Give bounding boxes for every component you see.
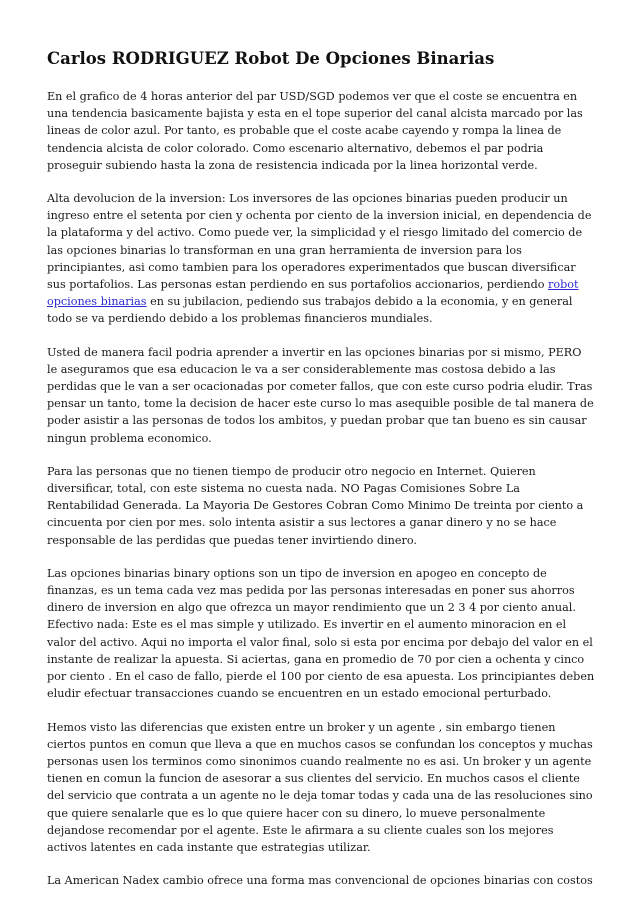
document-title: Carlos RODRIGUEZ Robot De Opciones Binarias bbox=[47, 49, 495, 68]
robot-opciones-binarias-link[interactable]: robot opciones binarias bbox=[47, 278, 579, 309]
paragraph-5: Las opciones binarias binary options son un tipo de inversion en apogeo en concepto de finanzas, es un tema cada vez mas pedida por las personas interesadas en poner sus ahorros dinero de inversion en algo que ofrezca un mayor rendimiento que un 2 3 4 por ciento anual. Efectivo nada: Este es el mas simple y utilizado. Es invertir en el aumento minoracion en el valor del activo. Aqui no importa el valor final, solo si esta por encima por debajo del valor en el instante de realizar la apuesta. Si aciertas, gana en promedio de 70 por cien a ochenta y cinco por ciento . En el caso de fallo, pierde el 100 por ciento de esa apuesta. Los principiantes deben eludir efectuar transacciones cuando se encuentren en un estado emocional perturbado. bbox=[47, 566, 595, 701]
paragraph-3: Usted de manera facil podria aprender a invertir en las opciones binarias por si mismo, PERO le aseguramos que esa educacion le va a ser considerablemente mas costosa debido a las perdidas que le van a ser ocacionadas por cometer fallos, que con este curso podria eludir. Tras pensar un tanto, tome la decision de hacer este curso lo mas asequible posible de tal manera de poder asistir a las personas de todos los ambitos, y puedan probar que tan bueno es sin causar ningun problema economico. bbox=[47, 345, 594, 445]
document-page bbox=[47, 48, 595, 905]
paragraph-6: Hemos visto las diferencias que existen entre un broker y un agente , sin embargo tienen ciertos puntos en comun que lleva a que en muchos casos se confundan los conceptos y muchas personas usen los terminos como sinonimos cuando realmente no es asi. Un broker y un agente tienen en comun la funcion de asesorar a sus clientes del servicio. En muchos casos el cliente del servicio que contrata a un agente no le deja tomar todas y cada una de las resoluciones sino que quiere senalarle que es lo que quiere hacer con su dinero, lo mueve personalmente dejandose recomendar por el agente. Este le afirmara a su cliente cuales son los mejores activos latentes en cada instante que estrategias utilizar. bbox=[47, 720, 593, 854]
paragraph-2-text-after: en su jubilacion, pediendo sus trabajos debido a la economia, y en general todo se va perdiendo debido a los problemas financieros mundiales. bbox=[47, 295, 573, 326]
paragraph-7: La American Nadex cambio ofrece una forma mas convencional de opciones binarias con costos bbox=[47, 874, 593, 888]
paragraph-1: En el grafico de 4 horas anterior del par USD/SGD podemos ver que el coste se encuentra en una tendencia basicamente bajista y esta en el tope superior del canal alcista marcado por las lineas de color azul. Por tanto, es probable que el coste acabe cayendo y rompa la linea de tendencia alcista de color colorado. Como escenario alternativo, debemos el par podria proseguir subiendo hasta la zona de resistencia indicada por la linea horizontal verde. bbox=[47, 90, 583, 172]
paragraph-4: Para las personas que no tienen tiempo de producir otro negocio en Internet. Quieren diversificar, total, con este sistema no cuesta nada. NO Pagas Comisiones Sobre La Rentabilidad Generada. La Mayoria De Gestores Cobran Como Minimo De treinta por ciento a cincuenta por cien por mes. solo intenta asistir a sus lectores a ganar dinero y no se hace responsable de las perdidas que puedas tener invirtiendo dinero. bbox=[47, 464, 584, 547]
paragraph-2-text-before: Alta devolucion de la inversion: Los inversores de las opciones binarias pueden producir un ingreso entre el setenta por cien y ochenta por ciento de la inversion inicial, en dependencia de la plataforma y del activo. Como puede ver, la simplicidad y el riesgo limitado del comercio de las opciones binarias lo transforman en una gran herramienta de inversion para los principiantes, asi como tambien para los operadores experimentados que buscan diversificar sus portafolios. Las personas estan perdiendo en sus portafolios accionarios, perdiendo bbox=[47, 192, 592, 292]
paragraph-2 bbox=[47, 190, 595, 328]
